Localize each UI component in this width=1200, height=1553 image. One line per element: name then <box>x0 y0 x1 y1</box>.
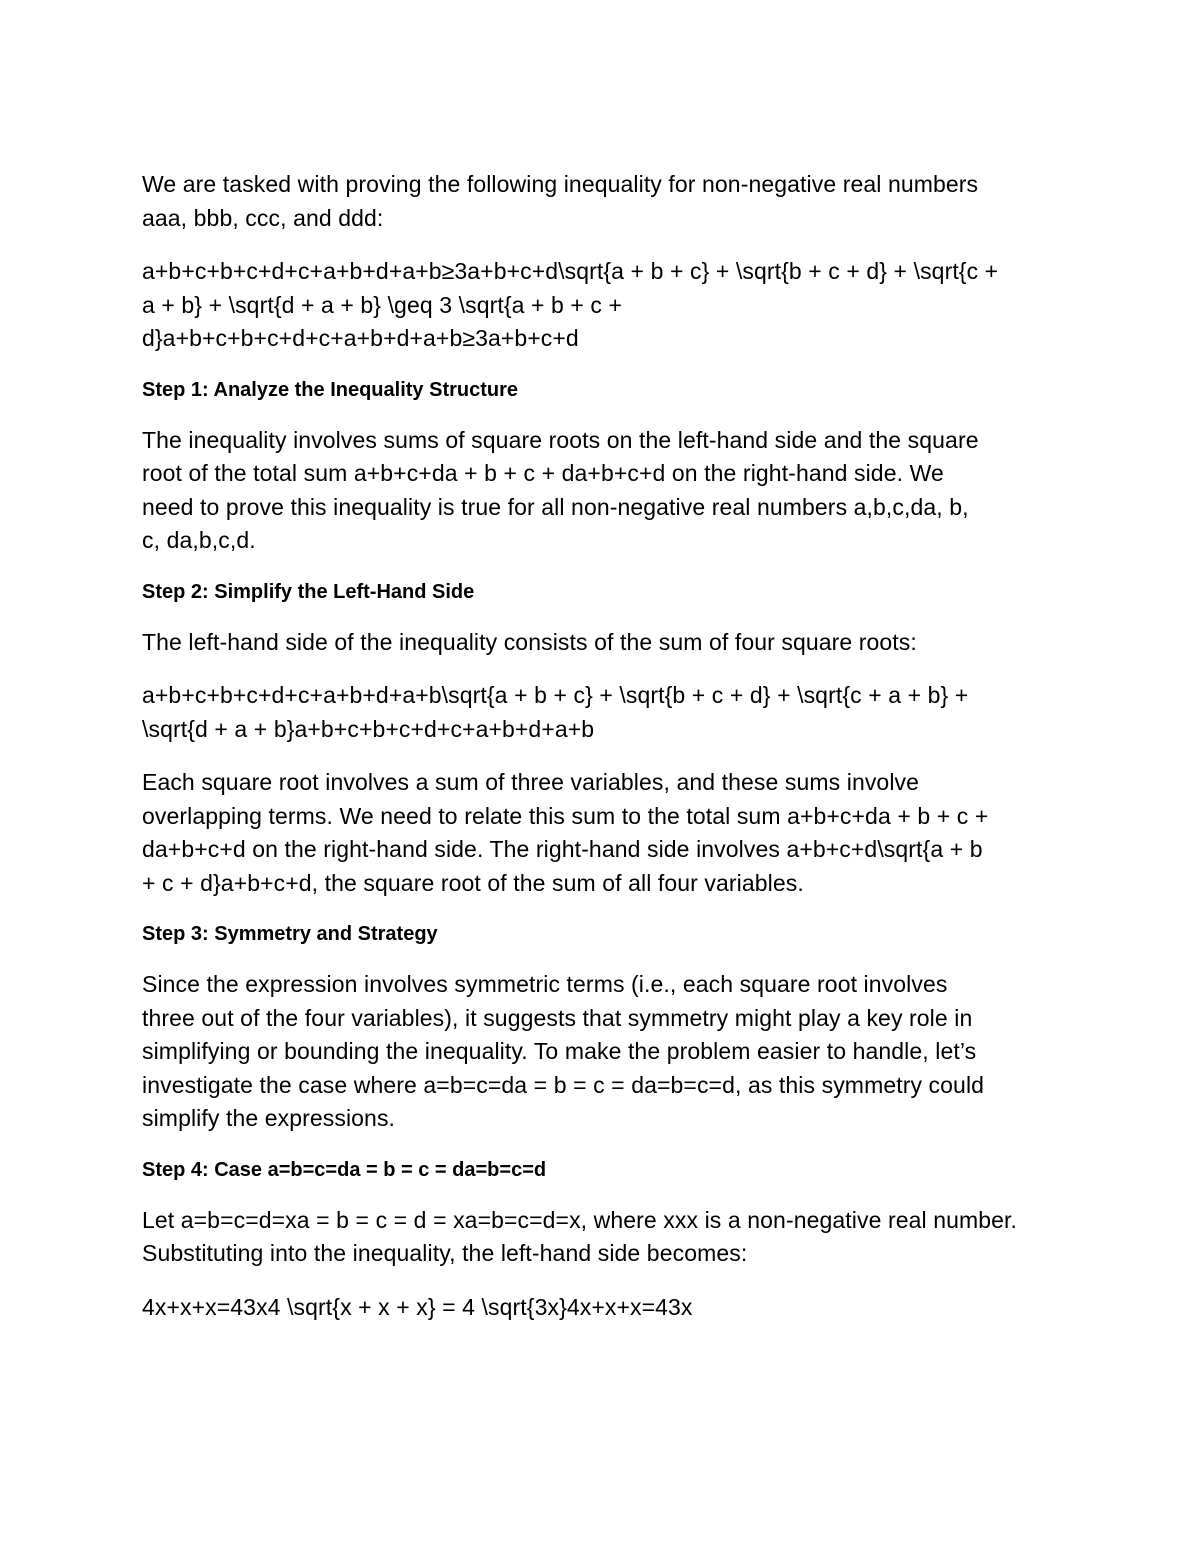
intro-line: We are tasked with proving the following inequality for non-negative real numbers <box>142 171 979 197</box>
paragraph-line: + c + d}a+b+c+d, the square root of the sum of all four variables. <box>142 869 804 896</box>
step1-paragraph <box>142 424 1072 558</box>
step1-heading: Step 1: Analyze the Inequality Structure <box>142 378 519 401</box>
step2-intro <box>142 626 1072 660</box>
paragraph-line: simplify the expressions. <box>142 1105 396 1131</box>
equation-line: a+b+c+b+c+d+c+a+b+d+a+b≥3a+b+c+d\sqrt{a + b + c} + \sqrt{b + c + d} + \sqrt{c + <box>142 258 999 284</box>
equation-line: a + b} + \sqrt{d + a + b} \geq 3 \sqrt{a + b + c + <box>142 291 623 318</box>
main-inequality <box>142 255 1072 356</box>
paragraph-line: The left-hand side of the inequality consists of the sum of four square roots: <box>142 628 917 655</box>
paragraph-line: simplifying or bounding the inequality. To make the problem easier to handle, let’s <box>142 1038 977 1064</box>
paragraph-line: overlapping terms. We need to relate this sum to the total sum a+b+c+da + b + c + <box>142 802 989 829</box>
paragraph-line: da+b+c+d on the right-hand side. The right-hand side involves a+b+c+d\sqrt{a + b <box>142 836 983 862</box>
step2-paragraph <box>142 766 1072 900</box>
paragraph-line: Let a=b=c=d=xa = b = c = d = xa=b=c=d=x, where xxx is a non-negative real number. <box>142 1206 1018 1233</box>
step4-equation <box>142 1291 1072 1325</box>
intro-line: aaa, bbb, ccc, and ddd: <box>142 204 384 231</box>
document-page <box>142 168 1072 1344</box>
paragraph-line: investigate the case where a=b=c=da = b = c = da=b=c=d, as this symmetry could <box>142 1071 985 1098</box>
equation-line: d}a+b+c+b+c+d+c+a+b+d+a+b≥3a+b+c+d <box>142 325 579 351</box>
equation-line: \sqrt{d + a + b}a+b+c+b+c+d+c+a+b+d+a+b <box>142 715 595 742</box>
step3-heading: Step 3: Symmetry and Strategy <box>142 923 438 945</box>
step4-paragraph <box>142 1204 1072 1271</box>
paragraph-line: c, da,b,c,d. <box>142 527 256 553</box>
equation-line: a+b+c+b+c+d+c+a+b+d+a+b\sqrt{a + b + c} + \sqrt{b + c + d} + \sqrt{c + a + b} + <box>142 682 969 708</box>
paragraph-line: The inequality involves sums of square roots on the left-hand side and the square <box>142 426 979 453</box>
paragraph-line: three out of the four variables), it suggests that symmetry might play a key role in <box>142 1004 973 1031</box>
paragraph-line: root of the total sum a+b+c+da + b + c + da+b+c+d on the right-hand side. We <box>142 460 944 486</box>
step2-equation <box>142 679 1072 746</box>
step2-heading: Step 2: Simplify the Left-Hand Side <box>142 580 475 603</box>
paragraph-line: Each square root involves a sum of three variables, and these sums involve <box>142 769 920 795</box>
paragraph-line: Since the expression involves symmetric terms (i.e., each square root involves <box>142 971 948 997</box>
step3-paragraph <box>142 968 1072 1136</box>
paragraph-line: Substituting into the inequality, the left-hand side becomes: <box>142 1240 748 1266</box>
paragraph-line: need to prove this inequality is true for all non-negative real numbers a,b,c,da, b, <box>142 493 969 520</box>
intro-paragraph <box>142 168 1072 235</box>
equation-line: 4x+x+x=43x4 \sqrt{x + x + x} = 4 \sqrt{3x}4x+x+x=43x <box>142 1293 693 1320</box>
step4-heading: Step 4: Case a=b=c=da = b = c = da=b=c=d <box>142 1158 547 1181</box>
